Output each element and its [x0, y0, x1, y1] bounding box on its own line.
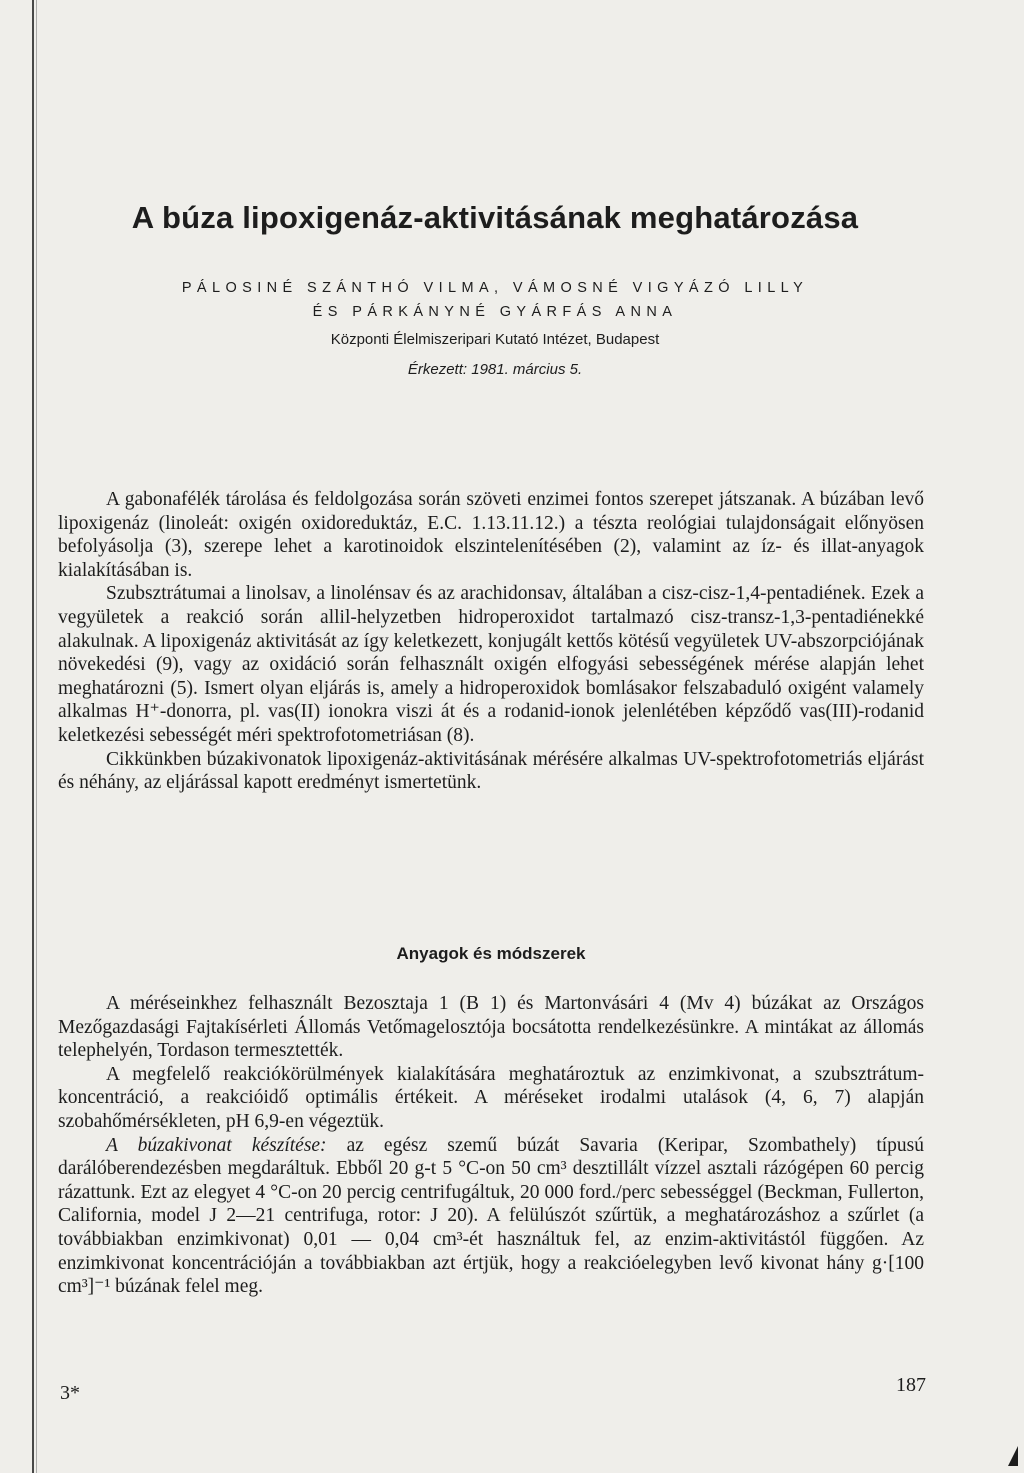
methods-paragraph-3-text: az egész szemű búzát Savaria (Keripar, Szombathely) típusú darálóberendezésben megdaráltuk. Ebből 20 g-t 5 °C-on 50 cm³ desztillált vízzel asztali rázógépen 60 percig rázattunk. Ezt az elegyet 4 °C-on 20 percig centrifugáltuk, 20 000 ford./perc sebességgel (Beckman, Fullerton, California, model J 2—21 centrifuga, rotor: J 20). A felülúszót szűrtük, a meghatározáshoz a szűrlet (a továbbiakban enzimkivonat) 0,01 — 0,04 cm³-ét használtuk fel, az enzim-aktivitástól függően. Az enzimkivonat koncentrációján a továbbiakban azt értjük, hogy a reakcióelegyben levő kivonat hány g·[100 cm³]⁻¹ búzának felel meg.: [58, 1134, 924, 1298]
page-edge-shadow: [36, 0, 37, 1473]
introduction-section: [58, 488, 924, 795]
author-list: [60, 276, 930, 324]
page-edge-line: [32, 0, 34, 1473]
received-date: Érkezett: 1981. március 5.: [407, 361, 583, 378]
intro-paragraph-1: A gabonafélék tárolása és feldolgozása során szöveti enzimei fontos szerepet játszanak. A búzában levő lipoxigenáz (linoleát: oxigén oxidoreduktáz, E.C. 1.13.11.12.) a tészta reológiai tulajdonságait előnyösen befolyásolja (3), szerepe lehet a karotinoidok elszintelenítésében (2), valamint az íz- és illat-anyagok kialakításában is.: [58, 489, 924, 581]
methods-paragraph-3: [58, 1134, 924, 1299]
intro-paragraph-3: Cikkünkben búzakivonatok lipoxigenáz-aktivitásának mérésére alkalmas UV-spektrofotometriás eljárást és néhány, az eljárással kapott eredményt ismertetünk.: [58, 748, 924, 794]
section-heading-methods: Anyagok és módszerek: [396, 944, 586, 963]
methods-paragraph-1: A méréseinkhez felhasznált Bezosztaja 1 (B 1) és Martonvásári 4 (Mv 4) búzákat az Országos Mezőgazdasági Fajtakísérleti Állomás Vetőmagelosztója bocsátotta rendelkezésünkre. A mintákat az állomás telephelyén, Tordason termesztették.: [58, 993, 924, 1062]
page-number: 187: [896, 1374, 926, 1396]
methods-section: [58, 992, 924, 1299]
intro-paragraph-2: Szubsztrátumai a linolsav, a linolénsav és az arachidonsav, általában a cisz-cisz-1,4-pentadiének. Ezek a vegyületek a reakció során allil-helyzetben hidroperoxidot tartalmazó cisz-transz-1,3-pentadiénekké alakulnak. A lipoxigenáz aktivitását az így keletkezett, konjugált kettős kötésű vegyületek UV-abszorpciójának növekedési (9), vagy az oxidáció során felhasznált oxigén elfogyási sebességének mérése alapján lehet meghatározni (5). Ismert olyan eljárás is, amely a hidroperoxidok bomlásakor felszabaduló oxigént valamely alkalmas H⁺-donorra, pl. vas(II) ionokra viszi át és a rodanid-ionok jelenlétében képződő vas(III)-rodanid keletkezési sebességét méri spektrofotometriásan (8).: [58, 583, 924, 746]
corner-mark: [1008, 1446, 1018, 1466]
affiliation: Központi Élelmiszeripari Kutató Intézet, Budapest: [330, 331, 660, 348]
methods-paragraph-2: A megfelelő reakciókörülmények kialakítására meghatároztuk az enzimkivonat, a szubsztrátum-koncentráció, a reakcióidő optimális értékeit. A méréseket irodalmi utalások (4, 6, 7) alapján szobahőmérsékleten, pH 6,9-en végeztük.: [58, 1063, 924, 1132]
authors-line-1: PÁLOSINÉ SZÁNTHÓ VILMA, VÁMOSNÉ VIGYÁZÓ LILLY: [181, 280, 809, 296]
article-title: A búza lipoxigenáz-aktivitásának meghatározása: [131, 200, 859, 235]
subsection-label: A búzakivonat készítése:: [106, 1134, 327, 1156]
signature-mark: 3*: [60, 1382, 80, 1404]
authors-line-2: ÉS PÁRKÁNYNÉ GYÁRFÁS ANNA: [312, 304, 678, 320]
